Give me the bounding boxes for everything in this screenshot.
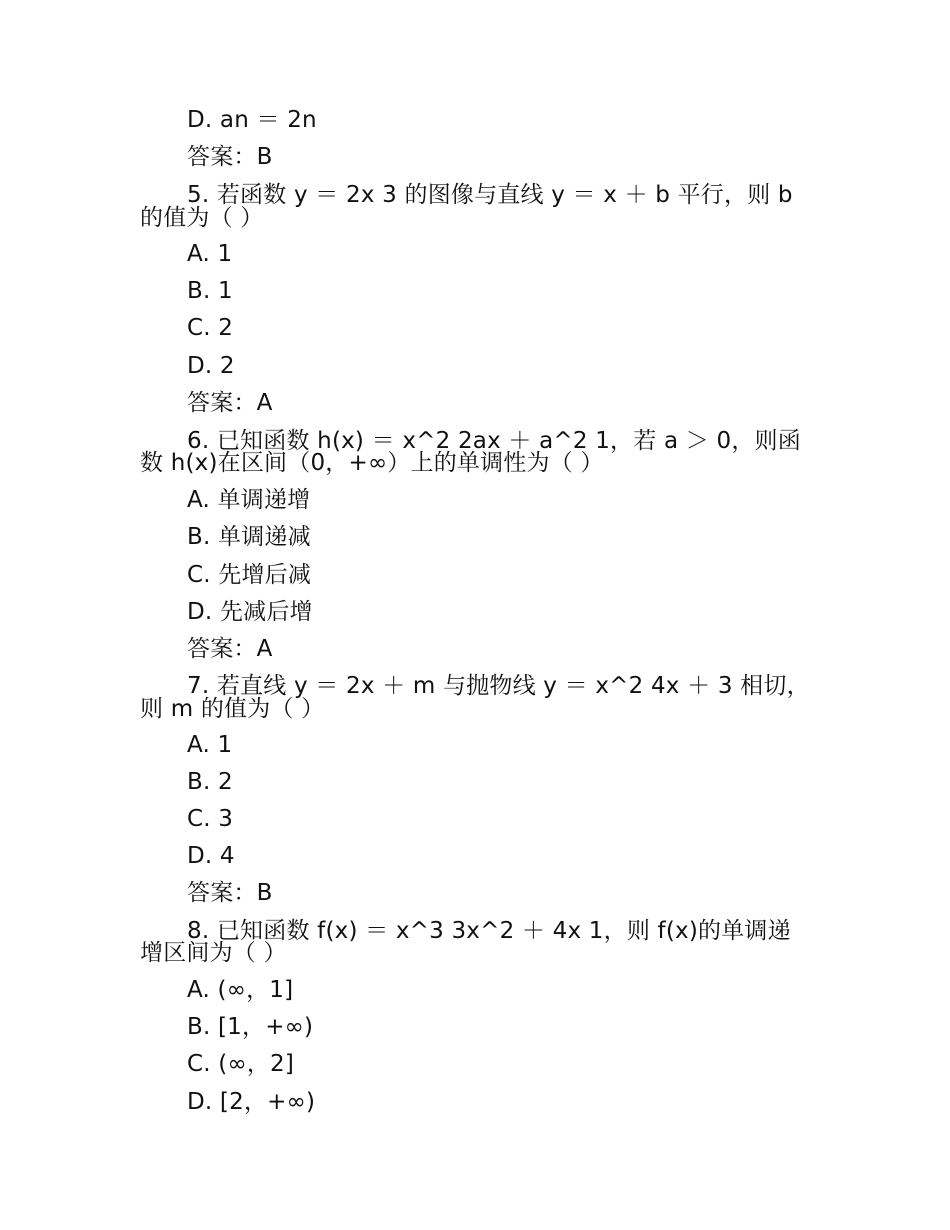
option-b-q7: B. 2 bbox=[187, 769, 233, 795]
question-6-line-2: 数 h(x)在区间（0，+∞）上的单调性为（ ） bbox=[140, 450, 604, 476]
answer-q4: 答案：B bbox=[187, 144, 273, 170]
option-a-q8: A. (∞，1] bbox=[187, 977, 294, 1003]
option-d-q7: D. 4 bbox=[187, 843, 235, 869]
option-c-q5: C. 2 bbox=[187, 315, 234, 341]
option-d-q6: D. 先减后增 bbox=[187, 599, 313, 625]
question-6-line-1: 6. 已知函数 h(x) ＝ x^2 2ax ＋ a^2 1，若 a ＞ 0，则函 bbox=[187, 428, 801, 454]
option-d-q5: D. 2 bbox=[187, 353, 235, 379]
question-8-line-2: 增区间为（ ） bbox=[140, 940, 287, 966]
answer-q7: 答案：B bbox=[187, 880, 273, 906]
question-5-line-1: 5. 若函数 y ＝ 2x 3 的图像与直线 y ＝ x ＋ b 平行，则 b bbox=[187, 182, 793, 208]
option-b-q8: B. [1，+∞) bbox=[187, 1014, 314, 1040]
option-a-q7: A. 1 bbox=[187, 732, 233, 758]
answer-q6: 答案：A bbox=[187, 636, 273, 662]
question-7-line-2: 则 m 的值为（ ） bbox=[140, 696, 325, 722]
option-b-q6: B. 单调递减 bbox=[187, 524, 311, 550]
answer-q5: 答案：A bbox=[187, 390, 273, 416]
option-c-q8: C. (∞，2] bbox=[187, 1051, 295, 1077]
option-c-q6: C. 先增后减 bbox=[187, 562, 312, 588]
question-8-line-1: 8. 已知函数 f(x) ＝ x^3 3x^2 ＋ 4x 1，则 f(x)的单调递 bbox=[187, 918, 791, 944]
question-7-line-1: 7. 若直线 y ＝ 2x ＋ m 与抛物线 y ＝ x^2 4x ＋ 3 相切， bbox=[187, 673, 810, 699]
option-c-q7: C. 3 bbox=[187, 806, 234, 832]
option-a-q5: A. 1 bbox=[187, 241, 233, 267]
question-5-line-2: 的值为（ ） bbox=[140, 205, 264, 231]
option-d-q8: D. [2，+∞) bbox=[187, 1089, 316, 1115]
option-d-q4: D. an ＝ 2n bbox=[187, 107, 317, 133]
option-b-q5: B. 1 bbox=[187, 278, 233, 304]
option-a-q6: A. 单调递增 bbox=[187, 487, 311, 513]
